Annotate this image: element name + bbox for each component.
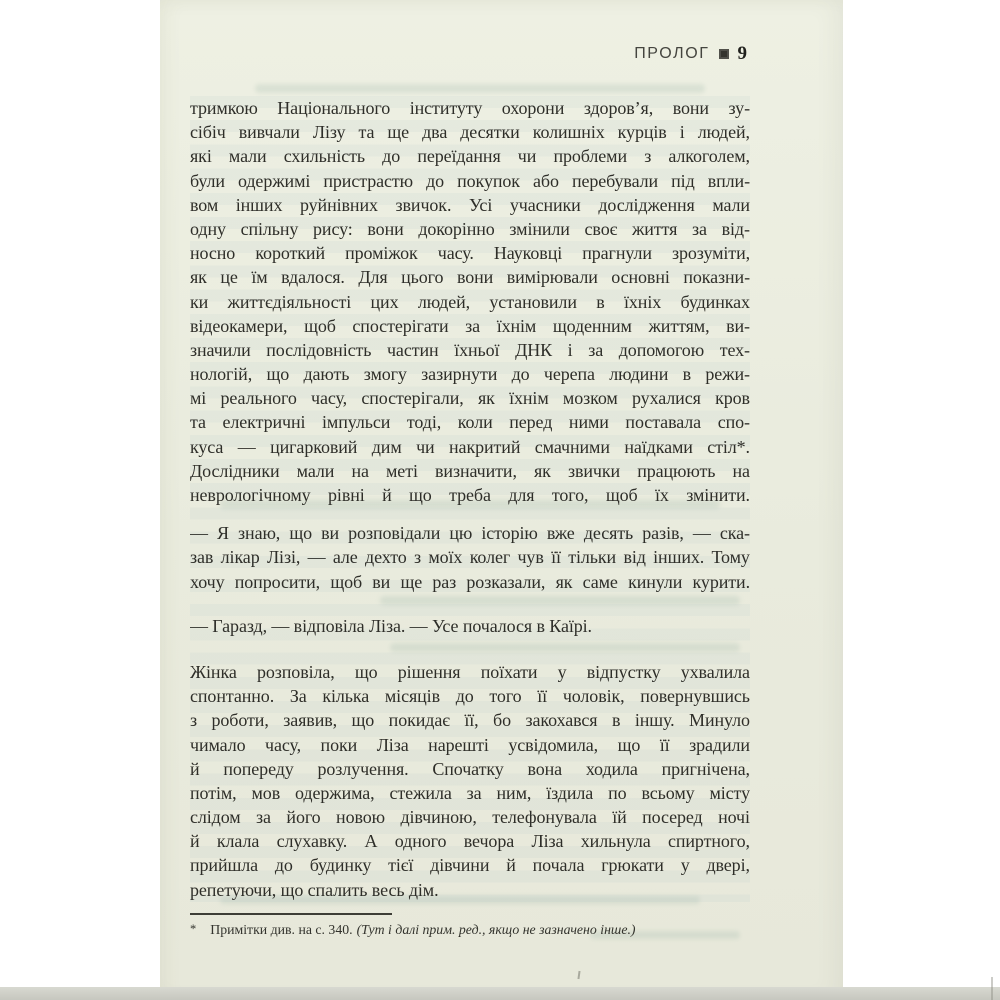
book-page [160, 0, 843, 1000]
paragraph [190, 614, 750, 638]
text-line: одну спільну рису: вони докорінно змінили своє життя за від- [190, 218, 750, 239]
text-line: вом інших руйнівних звичок. Усі учасники дослідження мали [190, 194, 750, 215]
paragraph [190, 660, 750, 902]
text-line: хочу попросити, щоб ви ще раз розказали, як саме кинули курити. [190, 571, 750, 592]
body-text [190, 96, 750, 902]
text-line: Дослідники мали на меті визначити, як звички працюють на [190, 460, 750, 481]
scan-edge-line [991, 977, 993, 1000]
text-line: відеокамери, щоб спостерігати за їхнім щоденним життям, ви- [190, 315, 750, 336]
text-line: й попереду розлучення. Спочатку вона ходила пригнічена, [190, 758, 750, 779]
text-line: були одержимі пристрастю до покупок або перебували під впли- [190, 170, 750, 191]
text-line: — Гаразд, — відповіла Ліза. — Усе почалося в Каїрі. [190, 615, 592, 636]
page-number: 9 [737, 43, 747, 64]
running-head: ПРОЛОГ [634, 45, 710, 62]
book-edge-shadow [0, 987, 1000, 1000]
text-line: репетуючи, що спалить весь дім. [190, 879, 439, 900]
text-line: неврологічному рівні й що треба для того, щоб їх змінити. [190, 485, 750, 505]
footnote [190, 921, 775, 939]
text-line: як це їм вдалося. Для цього вони вимірювали основні показни- [190, 267, 750, 288]
text-line: ки життєдіяльності цих людей, установили в їхніх будинках [190, 291, 750, 312]
text-line: слідом за його новою дівчиною, телефонувала їй посеред ночі [190, 807, 750, 828]
page-header [634, 43, 747, 65]
footnote-rule [190, 913, 392, 915]
paragraph [190, 96, 750, 507]
text-line: значили послідовність частин їхньої ДНК і за допомогою тех- [190, 339, 750, 360]
text-line: прийшла до будинку тієї дівчини й почала грюкати у двері, [190, 855, 750, 876]
footnote-editor-note: (Тут і далі прим. ред., якщо не зазначено інше.) [356, 922, 636, 937]
text-line: мі реального часу, спостерігали, як їхнім мозком рухалися кров [190, 388, 750, 409]
show-through-artifact [255, 84, 705, 93]
text-line: які мали схильність до переїдання чи проблеми з алкоголем, [190, 146, 750, 167]
text-line: й клала слухавку. А одного вечора Ліза хильнула спиртного, [190, 831, 750, 852]
text-line: нологій, що дають змогу зазирнути до черепа людини в режи- [190, 364, 750, 385]
paragraph [190, 521, 750, 594]
footnote-text: Примітки див. на с. 340. [210, 922, 353, 937]
text-line: потім, мов одержима, стежила за ним, їздила по всьому місту [190, 782, 750, 803]
text-line: — Я знаю, що ви розповідали цю історію вже десять разів, — ска- [190, 523, 750, 544]
text-line: чимало часу, поки Ліза нарешті усвідомила, що її зрадили [190, 734, 750, 755]
text-line: тримкою Національного інституту охорони здоров’я, вони зу- [190, 98, 750, 118]
footnote-marker: * [190, 922, 197, 936]
text-line: спонтанно. За кілька місяців до того її чоловік, повернувшись [190, 686, 750, 707]
footnote-body [210, 921, 635, 939]
text-line: Жінка розповіла, що рішення поїхати у відпустку ухвалила [190, 661, 750, 682]
text-line: сібіч вивчали Лізу та ще два десятки колишніх курців і людей, [190, 122, 750, 143]
text-line: куса — цигарковий дим чи накритий смачними наїдками стіл*. [190, 436, 750, 457]
text-line: зав лікар Лізі, — але дехто з моїх колег чув її тільки від інших. Тому [190, 547, 750, 568]
text-line: з роботи, заявив, що покидає її, бо закохався в іншу. Минуло [190, 710, 750, 731]
text-line: та електричні імпульси тоді, коли перед ними поставала спо- [190, 412, 750, 433]
text-line: носно короткий проміжок часу. Науковці прагнули зрозуміти, [190, 243, 750, 264]
square-bullet-icon [719, 49, 729, 59]
